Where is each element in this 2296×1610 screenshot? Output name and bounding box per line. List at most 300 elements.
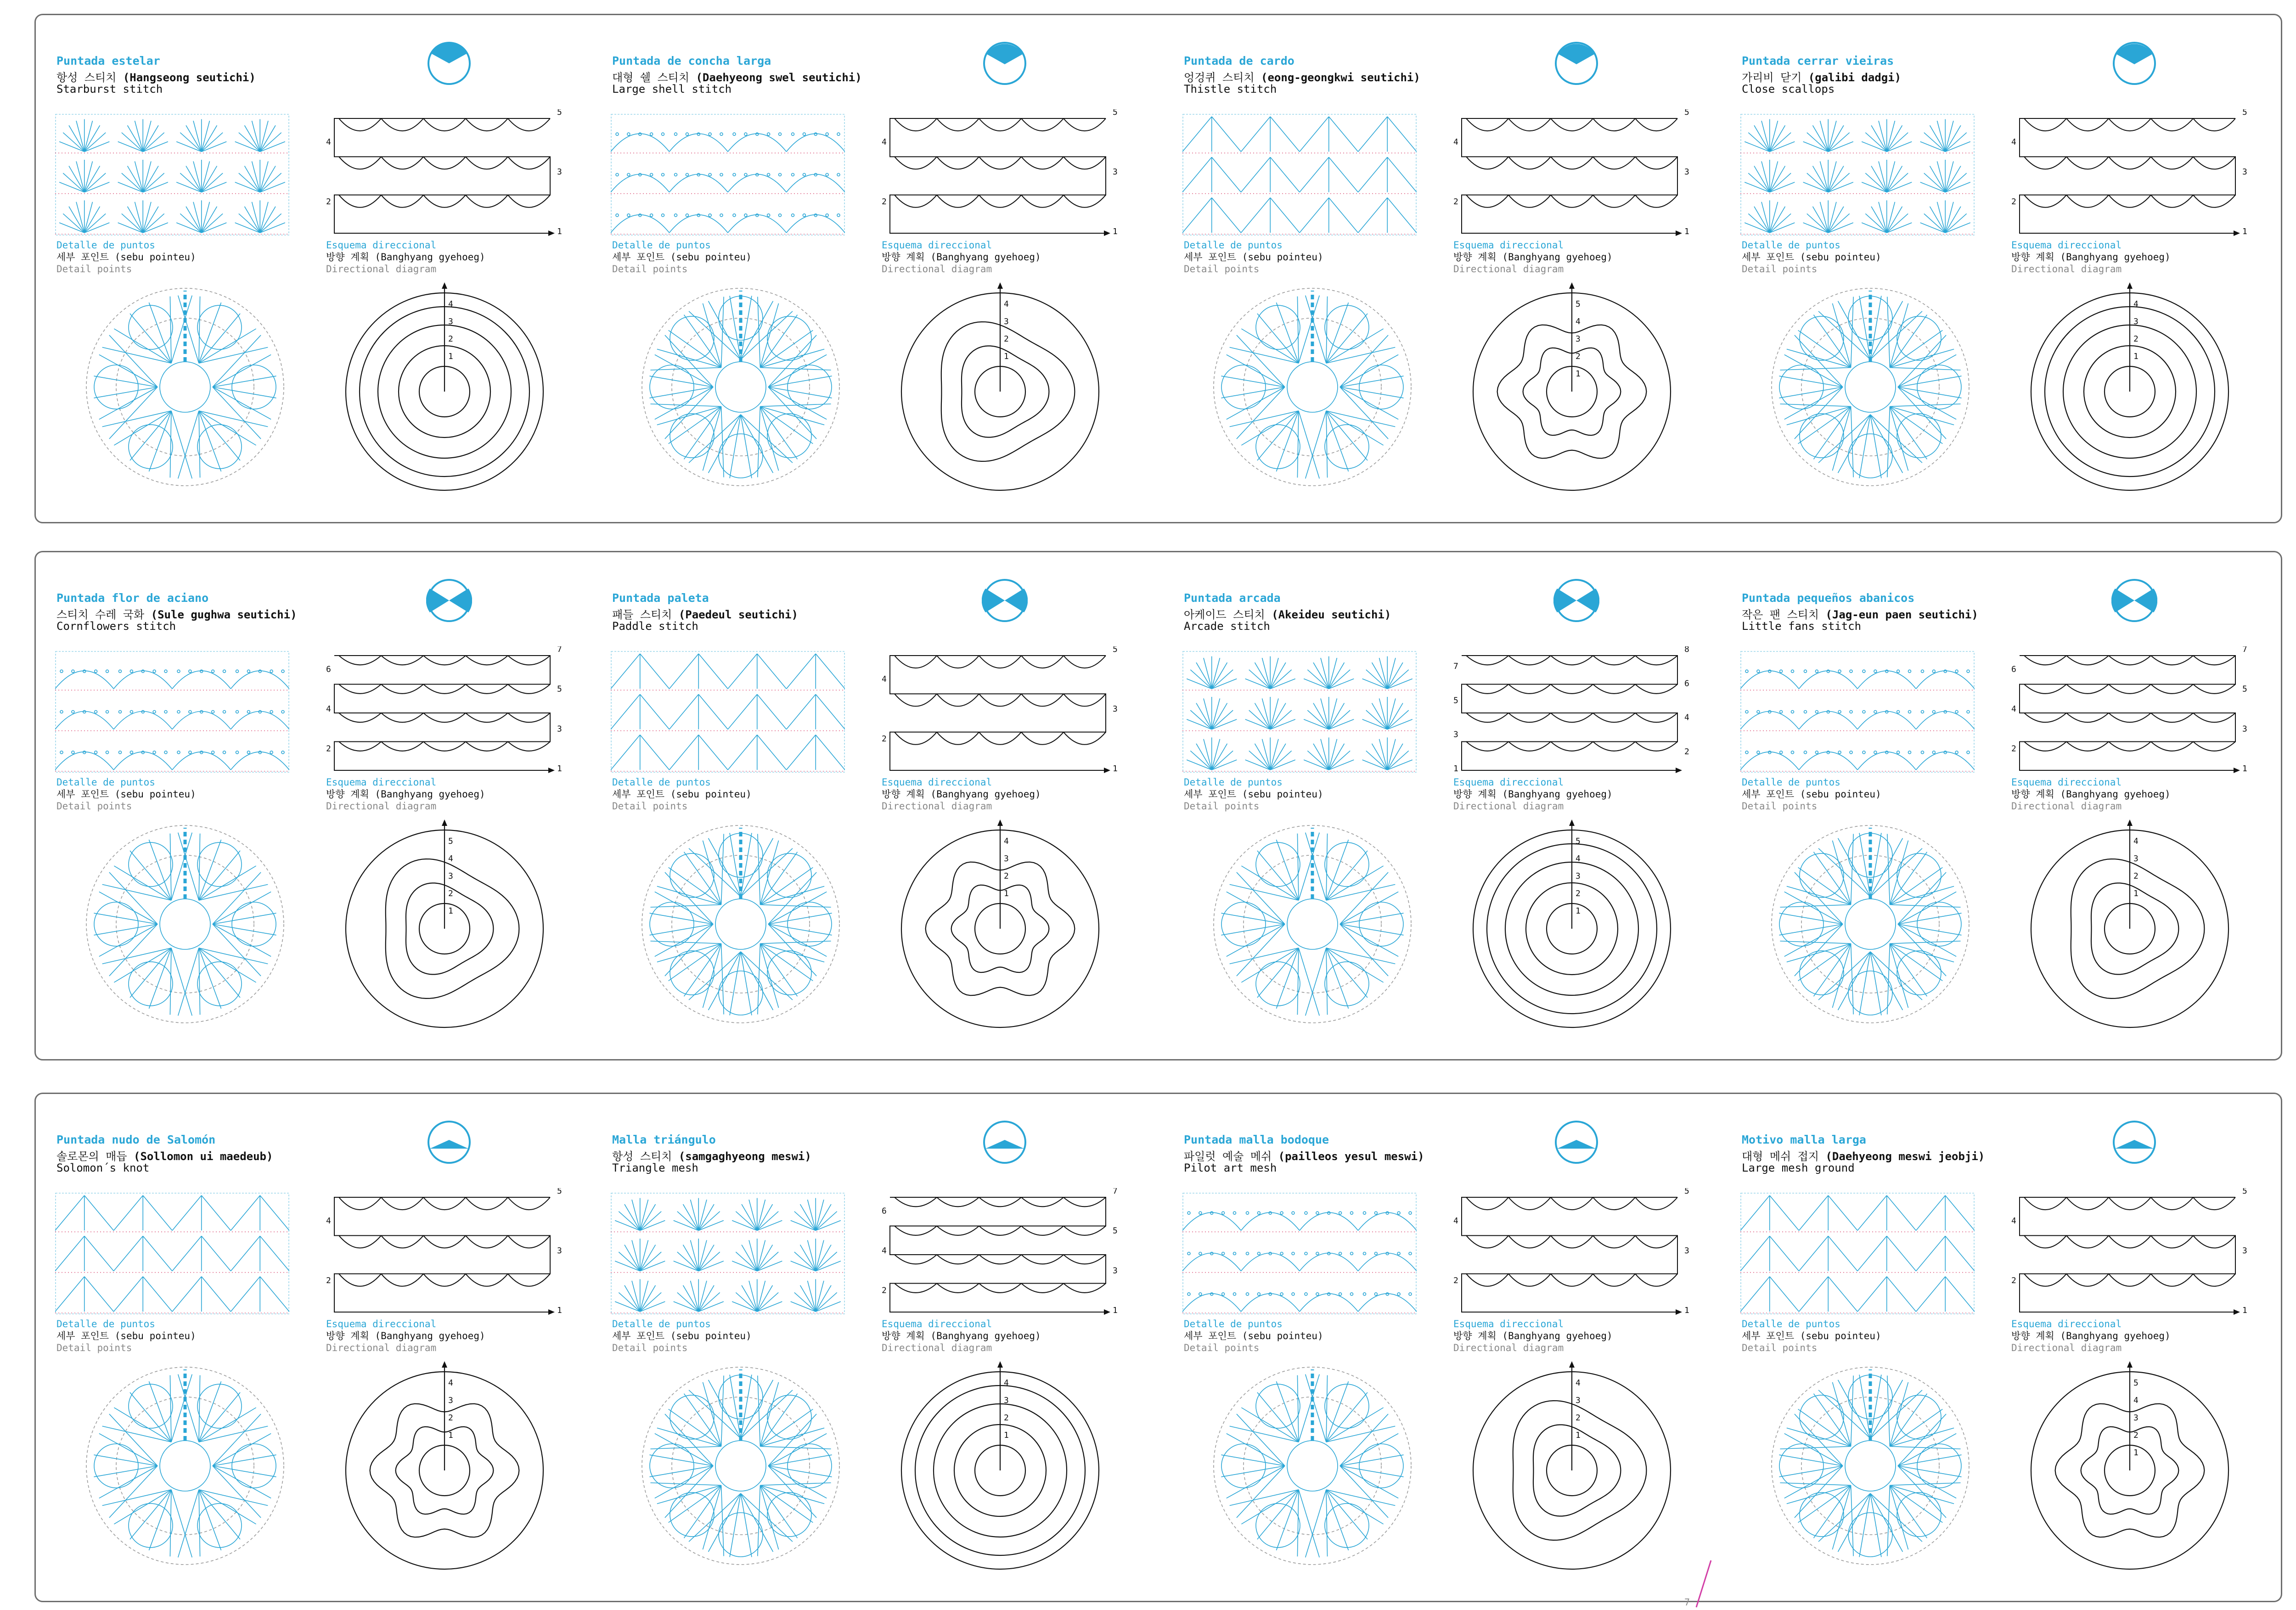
detail-points-caption <box>1742 239 1881 275</box>
directional-round-diagram <box>339 809 550 1039</box>
stitch-name-korean <box>1742 1147 1985 1163</box>
directional-diagram-caption-line: Directional diagram <box>2011 1342 2122 1353</box>
pen-mark <box>1694 1559 1713 1609</box>
stitch-swatch-chart <box>55 114 289 236</box>
detail-points-caption-line: 세부 포인트 (sebu pointeu) <box>612 252 752 263</box>
stitch-swatch-chart <box>55 1193 289 1314</box>
row-number-label: 6 <box>1684 679 1689 689</box>
stitch-type-icon <box>1553 40 1599 86</box>
directional-row-diagram <box>881 1188 1120 1321</box>
detail-points-caption <box>1184 239 1323 275</box>
directional-diagram-caption-line: Esquema direccional <box>1453 1318 1564 1330</box>
row-number-label: 1 <box>1453 764 1458 774</box>
circular-motif-chart <box>1207 1351 1418 1581</box>
row-number-label: 1 <box>557 227 562 236</box>
stitch-name-romanized: (samgaghyeong meswi) <box>678 1150 811 1163</box>
directional-diagram-caption-line: Esquema direccional <box>1453 777 1564 788</box>
round-number-label: 4 <box>1576 1378 1581 1388</box>
row-number-label: 2 <box>1453 197 1458 207</box>
stitch-swatch-chart <box>1182 651 1417 773</box>
circular-motif-chart <box>79 809 291 1039</box>
round-number-label: 4 <box>2133 1396 2138 1405</box>
stitch-name-english: Little fans stitch <box>1742 620 1862 633</box>
directional-diagram-caption-line: Esquema direccional <box>882 777 992 788</box>
detail-points-caption-line: Detalle de puntos <box>612 1318 711 1330</box>
round-number-label: 2 <box>1576 1413 1581 1423</box>
directional-diagram-caption-line: Directional diagram <box>1453 264 1564 275</box>
directional-diagram-caption-line: Esquema direccional <box>2011 1318 2122 1330</box>
detail-points-caption-line: Detail points <box>1742 801 1818 812</box>
row-number-label: 7 <box>2242 646 2247 654</box>
detail-points-caption-line: Detalle de puntos <box>56 777 155 788</box>
row-number-label: 6 <box>326 664 331 674</box>
round-number-label: 4 <box>2133 299 2138 309</box>
stitch-name-spanish: Puntada malla bodoque <box>1184 1133 1329 1146</box>
detail-points-caption-line: Detail points <box>56 1342 132 1353</box>
stitch-card <box>36 1094 568 1585</box>
row-number-label: 4 <box>2011 1216 2016 1226</box>
row-number-label: 2 <box>1684 746 1689 757</box>
stitch-name-korean <box>612 68 862 84</box>
directional-diagram-caption <box>326 239 485 275</box>
stitch-name-korean <box>1184 68 1420 84</box>
stitch-card <box>1721 1094 2254 1585</box>
round-number-label: 4 <box>1004 836 1009 846</box>
directional-round-diagram <box>2024 1351 2235 1581</box>
detail-points-caption-line: 세부 포인트 (sebu pointeu) <box>56 789 196 800</box>
round-number-label: 4 <box>1576 317 1581 326</box>
detail-points-caption-line: Detail points <box>612 801 688 812</box>
detail-points-caption-line: 세부 포인트 (sebu pointeu) <box>56 1330 196 1341</box>
directional-row-diagram <box>325 646 564 780</box>
stitch-type-icon <box>2111 578 2157 623</box>
row-number-label: 1 <box>2242 227 2247 236</box>
row-number-label: 5 <box>557 109 562 117</box>
stitch-card <box>591 15 1124 506</box>
round-number-label: 5 <box>1576 299 1581 309</box>
round-number-label: 3 <box>2133 854 2138 864</box>
stitch-card <box>1163 1094 1696 1585</box>
detail-points-caption-line: 세부 포인트 (sebu pointeu) <box>1184 1330 1323 1341</box>
stitch-name-romanized: (pailleos yesul meswi) <box>1278 1150 1424 1163</box>
round-number-label: 2 <box>1004 334 1009 344</box>
directional-diagram-caption-line: Directional diagram <box>326 801 437 812</box>
stitch-name-hangul: 대형 쉘 스티치 <box>612 71 690 84</box>
directional-diagram-caption-line: 방향 계획 (Banghyang gyehoeg) <box>326 789 485 800</box>
directional-round-diagram <box>1466 809 1677 1039</box>
row-number-label: 2 <box>2011 1276 2016 1285</box>
directional-diagram-caption-line: Directional diagram <box>326 1342 437 1353</box>
directional-diagram-caption-line: Esquema direccional <box>2011 240 2122 251</box>
row-number-label: 2 <box>882 734 887 744</box>
round-number-label: 2 <box>448 1413 453 1423</box>
round-number-label: 2 <box>2133 1430 2138 1440</box>
stitch-name-spanish: Motivo malla larga <box>1742 1133 1866 1146</box>
directional-diagram-caption-line: Esquema direccional <box>326 777 437 788</box>
row-number-label: 4 <box>2011 704 2016 714</box>
stitch-name-hangul: 항성 스티치 <box>612 1150 672 1163</box>
directional-diagram-caption-line: 방향 계획 (Banghyang gyehoeg) <box>2011 789 2171 800</box>
row-number-label: 3 <box>2242 1246 2247 1256</box>
stitch-name-spanish: Puntada arcada <box>1184 591 1281 605</box>
row-number-label: 1 <box>557 764 562 774</box>
detail-points-caption-line: Detail points <box>612 264 688 275</box>
row-number-label: 3 <box>1684 167 1689 177</box>
stitch-name-spanish: Puntada pequeños abanicos <box>1742 591 1915 605</box>
detail-points-caption <box>56 776 196 812</box>
directional-diagram-caption-line: Directional diagram <box>882 1342 992 1353</box>
round-number-label: 1 <box>2133 889 2138 898</box>
detail-points-caption-line: Detail points <box>612 1342 688 1353</box>
row-number-label: 5 <box>1453 696 1458 706</box>
circular-motif-chart <box>1765 809 1976 1039</box>
stitch-swatch-chart <box>55 651 289 773</box>
stitch-name-korean <box>1184 1147 1424 1163</box>
stitch-type-icon <box>426 578 472 623</box>
stitch-name-korean <box>56 68 256 84</box>
stitch-name-english: Solomon´s knot <box>56 1161 150 1174</box>
round-number-label: 2 <box>2133 334 2138 344</box>
stitch-name-romanized: (Jag-eun paen seutichi) <box>1825 608 1978 621</box>
detail-points-caption-line: 세부 포인트 (sebu pointeu) <box>612 789 752 800</box>
directional-round-diagram <box>339 1351 550 1581</box>
stitch-name-spanish: Puntada flor de aciano <box>56 591 209 605</box>
stitch-card <box>36 15 568 506</box>
round-number-label: 5 <box>448 836 453 846</box>
stitch-swatch-chart <box>1740 651 1975 773</box>
detail-points-caption-line: Detalle de puntos <box>56 240 155 251</box>
detail-points-caption-line: Detail points <box>1742 1342 1818 1353</box>
row-number-label: 5 <box>1684 109 1689 117</box>
row-number-label: 7 <box>557 646 562 654</box>
stitch-swatch-chart <box>1182 114 1417 236</box>
stitch-swatch-chart <box>1740 1193 1975 1314</box>
directional-diagram-caption <box>882 239 1041 275</box>
round-number-label: 1 <box>1576 369 1581 379</box>
row-number-label: 5 <box>1113 109 1118 117</box>
directional-round-diagram <box>895 272 1106 502</box>
detail-points-caption <box>612 239 752 275</box>
directional-diagram-caption-line: Directional diagram <box>326 264 437 275</box>
directional-diagram-caption <box>2011 239 2171 275</box>
stitch-type-icon <box>982 578 1028 623</box>
round-number-label: 3 <box>448 871 453 881</box>
directional-diagram-caption-line: 방향 계획 (Banghyang gyehoeg) <box>2011 252 2171 263</box>
directional-diagram-caption-line: Esquema direccional <box>326 240 437 251</box>
directional-diagram-caption-line: Esquema direccional <box>882 240 992 251</box>
detail-points-caption-line: Detail points <box>56 264 132 275</box>
directional-round-diagram <box>2024 272 2235 502</box>
row-number-label: 7 <box>1113 1188 1118 1196</box>
row-number-label: 1 <box>1684 227 1689 236</box>
row-number-label: 5 <box>1113 646 1118 654</box>
detail-points-caption <box>1184 776 1323 812</box>
detail-points-caption-line: 세부 포인트 (sebu pointeu) <box>1742 1330 1881 1341</box>
round-number-label: 4 <box>1576 854 1581 864</box>
stitch-swatch-chart <box>611 1193 845 1314</box>
row-number-label: 7 <box>1453 662 1458 672</box>
row-number-label: 1 <box>1113 227 1118 236</box>
detail-points-caption-line: Detalle de puntos <box>1742 777 1840 788</box>
round-number-label: 3 <box>448 317 453 326</box>
row-number-label: 4 <box>1684 712 1689 723</box>
stitch-card <box>36 552 568 1043</box>
round-number-label: 4 <box>2133 836 2138 846</box>
detail-points-caption-line: Detalle de puntos <box>1742 240 1840 251</box>
directional-diagram-caption <box>1453 239 1613 275</box>
round-number-label: 3 <box>1004 317 1009 326</box>
round-number-label: 2 <box>1576 352 1581 361</box>
stitch-name-romanized: (Daehyeong swel seutichi) <box>696 71 862 84</box>
row-number-label: 1 <box>1113 764 1118 774</box>
round-number-label: 2 <box>448 334 453 344</box>
row-number-label: 2 <box>326 744 331 754</box>
directional-diagram-caption <box>326 1318 485 1354</box>
circular-motif-chart <box>635 1351 846 1581</box>
stitch-type-icon <box>426 1119 472 1165</box>
directional-diagram-caption-line: Directional diagram <box>1453 1342 1564 1353</box>
directional-diagram-caption-line: Directional diagram <box>2011 264 2122 275</box>
directional-round-diagram <box>1466 1351 1677 1581</box>
row-number-label: 3 <box>1113 167 1118 177</box>
detail-points-caption-line: 세부 포인트 (sebu pointeu) <box>1742 789 1881 800</box>
stitch-swatch-chart <box>1182 1193 1417 1314</box>
detail-points-caption-line: Detalle de puntos <box>612 240 711 251</box>
row-number-label: 5 <box>1113 1226 1118 1236</box>
row-number-label: 1 <box>2242 1306 2247 1315</box>
stitch-type-icon <box>982 40 1028 86</box>
detail-points-caption-line: 세부 포인트 (sebu pointeu) <box>1184 789 1323 800</box>
row-number-label: 3 <box>557 1246 562 1256</box>
round-number-label: 2 <box>1004 1413 1009 1423</box>
detail-points-caption-line: Detalle de puntos <box>1184 1318 1283 1330</box>
stitch-name-spanish: Puntada paleta <box>612 591 709 605</box>
stitch-name-spanish: Puntada de cardo <box>1184 54 1294 67</box>
row-number-label: 3 <box>557 724 562 734</box>
stitch-name-spanish: Puntada cerrar vieiras <box>1742 54 1894 67</box>
stitch-type-icon <box>1553 578 1599 623</box>
directional-diagram-caption-line: Esquema direccional <box>2011 777 2122 788</box>
detail-points-caption-line: Detail points <box>1184 801 1260 812</box>
circular-motif-chart <box>1207 272 1418 502</box>
stitch-name-romanized: (Sule gughwa seutichi) <box>151 608 297 621</box>
round-number-label: 4 <box>1004 299 1009 309</box>
directional-diagram-caption-line: 방향 계획 (Banghyang gyehoeg) <box>882 789 1041 800</box>
stitch-name-hangul: 항성 스티치 <box>56 71 117 84</box>
directional-diagram-caption-line: 방향 계획 (Banghyang gyehoeg) <box>1453 789 1613 800</box>
stitch-name-romanized: (eong-geongkwi seutichi) <box>1261 71 1420 84</box>
page-number: 7 <box>1684 1597 1690 1608</box>
detail-points-caption <box>56 239 196 275</box>
directional-diagram-caption-line: Esquema direccional <box>1453 240 1564 251</box>
row-number-label: 2 <box>326 1276 331 1285</box>
directional-row-diagram <box>1452 1188 1691 1321</box>
stitch-name-korean <box>56 1147 273 1163</box>
round-number-label: 2 <box>1576 889 1581 898</box>
directional-diagram-caption-line: 방향 계획 (Banghyang gyehoeg) <box>326 1330 485 1341</box>
stitch-type-icon <box>426 40 472 86</box>
row-number-label: 5 <box>557 1188 562 1196</box>
row-number-label: 3 <box>2242 167 2247 177</box>
stitch-name-romanized: (Daehyeong meswi jeobji) <box>1825 1150 1985 1163</box>
row-number-label: 5 <box>2242 1188 2247 1196</box>
stitch-name-hangul: 아케이드 스티치 <box>1184 608 1265 621</box>
directional-row-diagram <box>1452 109 1691 242</box>
round-number-label: 4 <box>448 1378 453 1388</box>
detail-points-caption-line: 세부 포인트 (sebu pointeu) <box>612 1330 752 1341</box>
row-number-label: 4 <box>1453 137 1458 147</box>
row-number-label: 1 <box>557 1306 562 1315</box>
directional-diagram-caption-line: 방향 계획 (Banghyang gyehoeg) <box>882 1330 1041 1341</box>
stitch-name-english: Triangle mesh <box>612 1161 698 1174</box>
stitch-name-english: Pilot art mesh <box>1184 1161 1277 1174</box>
detail-points-caption-line: 세부 포인트 (sebu pointeu) <box>1742 252 1881 263</box>
stitch-name-hangul: 작은 팬 스티치 <box>1742 608 1819 621</box>
round-number-label: 3 <box>2133 317 2138 326</box>
stitch-name-english: Paddle stitch <box>612 620 698 633</box>
round-number-label: 1 <box>1576 1430 1581 1440</box>
stitch-name-korean <box>1184 606 1391 622</box>
stitch-card <box>1721 15 2254 506</box>
round-number-label: 4 <box>448 854 453 864</box>
directional-round-diagram <box>2024 809 2235 1039</box>
round-number-label: 3 <box>1576 334 1581 344</box>
round-number-label: 5 <box>2133 1378 2138 1388</box>
round-number-label: 3 <box>1576 1396 1581 1405</box>
directional-row-diagram <box>1452 646 1691 780</box>
detail-points-caption-line: 세부 포인트 (sebu pointeu) <box>1184 252 1323 263</box>
round-number-label: 1 <box>1004 889 1009 898</box>
directional-row-diagram <box>325 1188 564 1321</box>
detail-points-caption-line: Detail points <box>1742 264 1818 275</box>
round-number-label: 3 <box>1004 854 1009 864</box>
row-number-label: 4 <box>882 137 887 147</box>
circular-motif-chart <box>1207 809 1418 1039</box>
round-number-label: 1 <box>1004 1430 1009 1440</box>
stitch-name-romanized: (Akeideu seutichi) <box>1272 608 1391 621</box>
row-number-label: 1 <box>2242 764 2247 774</box>
directional-diagram-caption-line: Esquema direccional <box>882 1318 992 1330</box>
stitch-type-icon <box>982 1119 1028 1165</box>
detail-points-caption-line: 세부 포인트 (sebu pointeu) <box>56 252 196 263</box>
stitch-name-romanized: (Sollomon ui maedeub) <box>134 1150 273 1163</box>
detail-points-caption-line: Detalle de puntos <box>1742 1318 1840 1330</box>
stitch-name-english: Starburst stitch <box>56 83 163 95</box>
stitch-type-icon <box>2111 1119 2157 1165</box>
directional-diagram-caption-line: Directional diagram <box>882 801 992 812</box>
directional-round-diagram <box>339 272 550 502</box>
row-number-label: 5 <box>2242 109 2247 117</box>
round-number-label: 1 <box>1576 906 1581 916</box>
directional-row-diagram <box>2010 1188 2249 1321</box>
row-number-label: 4 <box>882 1246 887 1256</box>
detail-points-caption <box>1742 1318 1881 1354</box>
directional-diagram-caption-line: Directional diagram <box>1453 801 1564 812</box>
row-number-label: 4 <box>326 137 331 147</box>
circular-motif-chart <box>635 272 846 502</box>
directional-round-diagram <box>895 1351 1106 1581</box>
detail-points-caption <box>1184 1318 1323 1354</box>
directional-row-diagram <box>2010 646 2249 780</box>
round-number-label: 2 <box>448 889 453 898</box>
row-number-label: 4 <box>2011 137 2016 147</box>
row-number-label: 4 <box>326 704 331 714</box>
directional-diagram-caption-line: 방향 계획 (Banghyang gyehoeg) <box>2011 1330 2171 1341</box>
stitch-name-spanish: Puntada estelar <box>56 54 160 67</box>
stitch-swatch-chart <box>1740 114 1975 236</box>
directional-round-diagram <box>1466 272 1677 502</box>
round-number-label: 1 <box>2133 352 2138 361</box>
stitch-name-korean <box>612 606 798 622</box>
directional-row-diagram <box>881 109 1120 242</box>
stitch-name-hangul: 가리비 닫기 <box>1742 71 1802 84</box>
stitch-name-korean <box>56 606 297 622</box>
directional-diagram-caption-line: Directional diagram <box>882 264 992 275</box>
circular-motif-chart <box>1765 272 1976 502</box>
stitch-name-hangul: 엉겅퀴 스티치 <box>1184 71 1255 84</box>
stitch-name-hangul: 대형 메쉬 접지 <box>1742 1150 1819 1163</box>
detail-points-caption-line: Detalle de puntos <box>56 1318 155 1330</box>
stitch-name-romanized: (Hangseong seutichi) <box>123 71 256 84</box>
detail-points-caption-line: Detalle de puntos <box>1184 240 1283 251</box>
stitch-name-english: Large mesh ground <box>1742 1161 1855 1174</box>
row-number-label: 4 <box>326 1216 331 1226</box>
stitch-name-english: Cornflowers stitch <box>56 620 176 633</box>
stitch-card <box>1163 552 1696 1043</box>
round-number-label: 1 <box>1004 352 1009 361</box>
stitch-name-korean <box>612 1147 811 1163</box>
row-number-label: 2 <box>2011 744 2016 754</box>
stitch-card <box>1163 15 1696 506</box>
row-number-label: 2 <box>1453 1276 1458 1285</box>
stitch-name-english: Large shell stitch <box>612 83 732 95</box>
round-number-label: 1 <box>448 1430 453 1440</box>
row-number-label: 4 <box>882 674 887 684</box>
circular-motif-chart <box>1765 1351 1976 1581</box>
directional-diagram-caption-line: Directional diagram <box>2011 801 2122 812</box>
directional-diagram-caption <box>882 1318 1041 1354</box>
stitch-name-romanized: (Paedeul seutichi) <box>678 608 798 621</box>
directional-diagram-caption <box>2011 776 2171 812</box>
detail-points-caption-line: Detalle de puntos <box>1184 777 1283 788</box>
row-number-label: 2 <box>882 1285 887 1296</box>
detail-points-caption <box>612 776 752 812</box>
row-number-label: 5 <box>2242 684 2247 694</box>
row-number-label: 2 <box>2011 197 2016 207</box>
stitch-name-hangul: 스티치 수레 국화 <box>56 608 145 621</box>
directional-row-diagram <box>2010 109 2249 242</box>
round-number-label: 2 <box>1004 871 1009 881</box>
directional-diagram-caption-line: 방향 계획 (Banghyang gyehoeg) <box>882 252 1041 263</box>
directional-diagram-caption-line: 방향 계획 (Banghyang gyehoeg) <box>1453 252 1613 263</box>
stitch-name-spanish: Malla triángulo <box>612 1133 716 1146</box>
round-number-label: 2 <box>2133 871 2138 881</box>
row-number-label: 3 <box>1684 1246 1689 1256</box>
detail-points-caption-line: Detail points <box>1184 264 1260 275</box>
round-number-label: 1 <box>2133 1448 2138 1458</box>
row-number-label: 3 <box>1453 729 1458 740</box>
round-number-label: 4 <box>448 299 453 309</box>
row-number-label: 6 <box>2011 664 2016 674</box>
directional-round-diagram <box>895 809 1106 1039</box>
round-number-label: 3 <box>1004 1396 1009 1405</box>
row-number-label: 3 <box>1113 1266 1118 1276</box>
row-number-label: 2 <box>882 197 887 207</box>
detail-points-caption <box>612 1318 752 1354</box>
detail-points-caption <box>1742 776 1881 812</box>
round-number-label: 3 <box>448 1396 453 1405</box>
stitch-swatch-chart <box>611 114 845 236</box>
